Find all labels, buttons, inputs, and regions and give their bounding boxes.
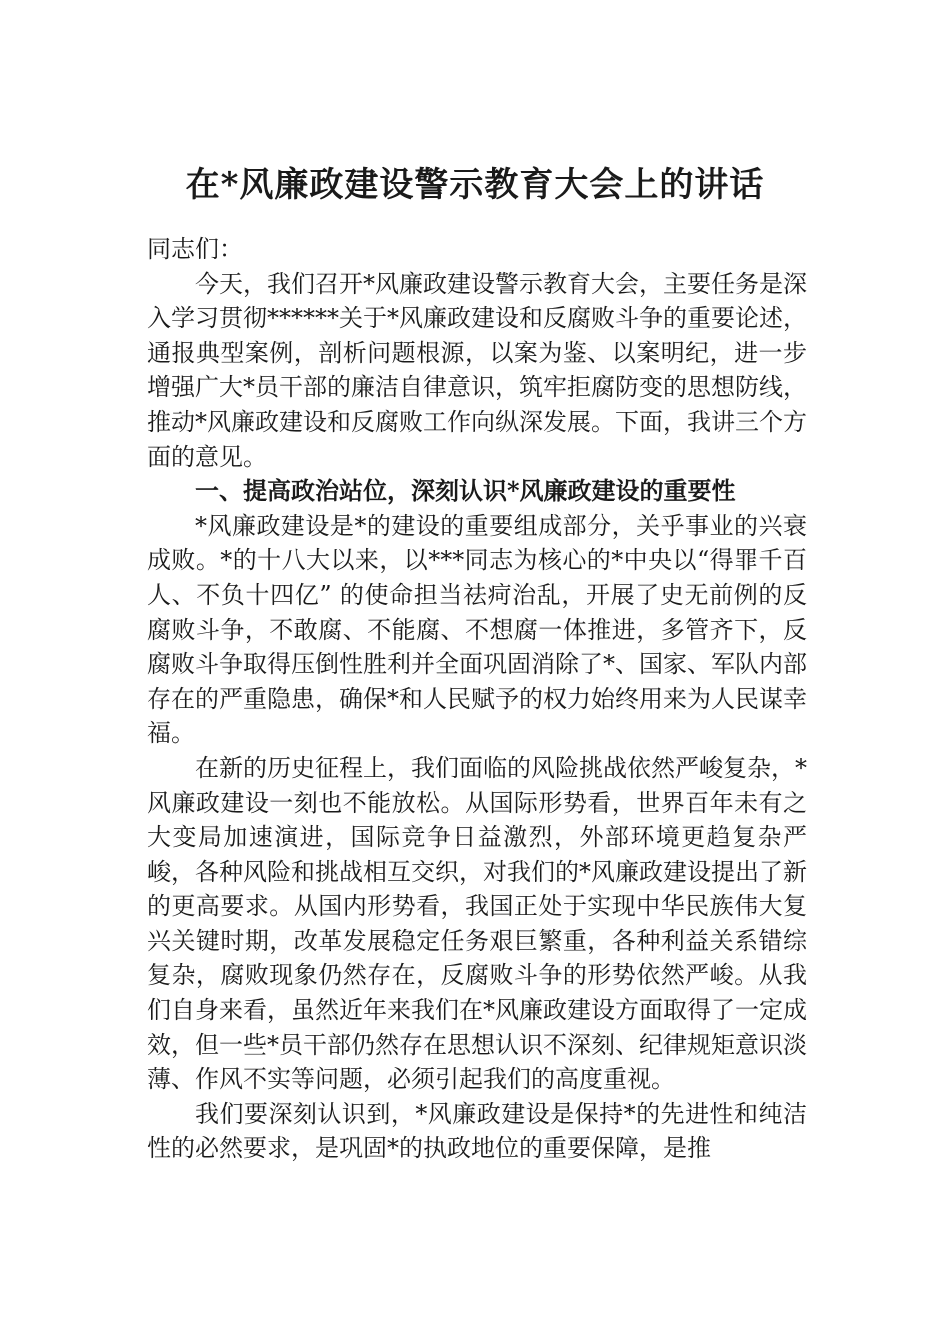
document-body bbox=[147, 232, 807, 1166]
salutation: 同志们： bbox=[147, 235, 243, 263]
section-heading-1: 一、提高政治站位，深刻认识*风廉政建设的重要性 bbox=[195, 476, 736, 506]
intro-paragraph: 今天，我们召开*风廉政建设警示教育大会，主要任务是深入学习贯彻******关于*风廉政建设和反腐败斗争的重要论述，通报典型案例，剖析问题根源，以案为鉴、以案明纪，进一步增强广大*员干部的廉洁自律意识，筑牢拒腐防变的思想防线，推动*风廉政建设和反腐败工作向纵深发展。下面，我讲三个方面的意见。 bbox=[147, 269, 807, 471]
document-title: 在*风廉政建设警示教育大会上的讲话 bbox=[185, 165, 765, 205]
section1-paragraph-3: 我们要深刻认识到，*风廉政建设是保持*的先进性和纯洁性的必然要求，是巩固*的执政地位的重要保障，是推 bbox=[147, 1099, 807, 1163]
section1-paragraph-2: 在新的历史征程上，我们面临的风险挑战依然严峻复杂，*风廉政建设一刻也不能放松。从国际形势看，世界百年未有之大变局加速演进，国际竞争日益激烈，外部环境更趋复杂严峻，各种风险和挑战相互交织，对我们的*风廉政建设提出了新的更高要求。从国内形势看，我国正处于实现中华民族伟大复兴关键时期，改革发展稳定任务艰巨繁重，各种利益关系错综复杂，腐败现象仍然存在，反腐败斗争的形势依然严峻。从我们自身来看，虽然近年来我们在*风廉政建设方面取得了一定成效，但一些*员干部仍然存在思想认识不深刻、纪律规矩意识淡薄、作风不实等问题，必须引起我们的高度重视。 bbox=[147, 753, 807, 1094]
section1-paragraph-1: *风廉政建设是*的建设的重要组成部分，关乎事业的兴衰成败。*的十八大以来，以***同志为核心的*中央以“得罪千百人、不负十四亿” 的使命担当祛疴治乱，开展了史无前例的反腐败斗争，不敢腐、不能腐、不想腐一体推进，多管齐下，反腐败斗争取得压倒性胜利并全面巩固消除了*、国家、军队内部存在的严重隐患，确保*和人民赋予的权力始终用来为人民谋幸福。 bbox=[147, 511, 807, 748]
